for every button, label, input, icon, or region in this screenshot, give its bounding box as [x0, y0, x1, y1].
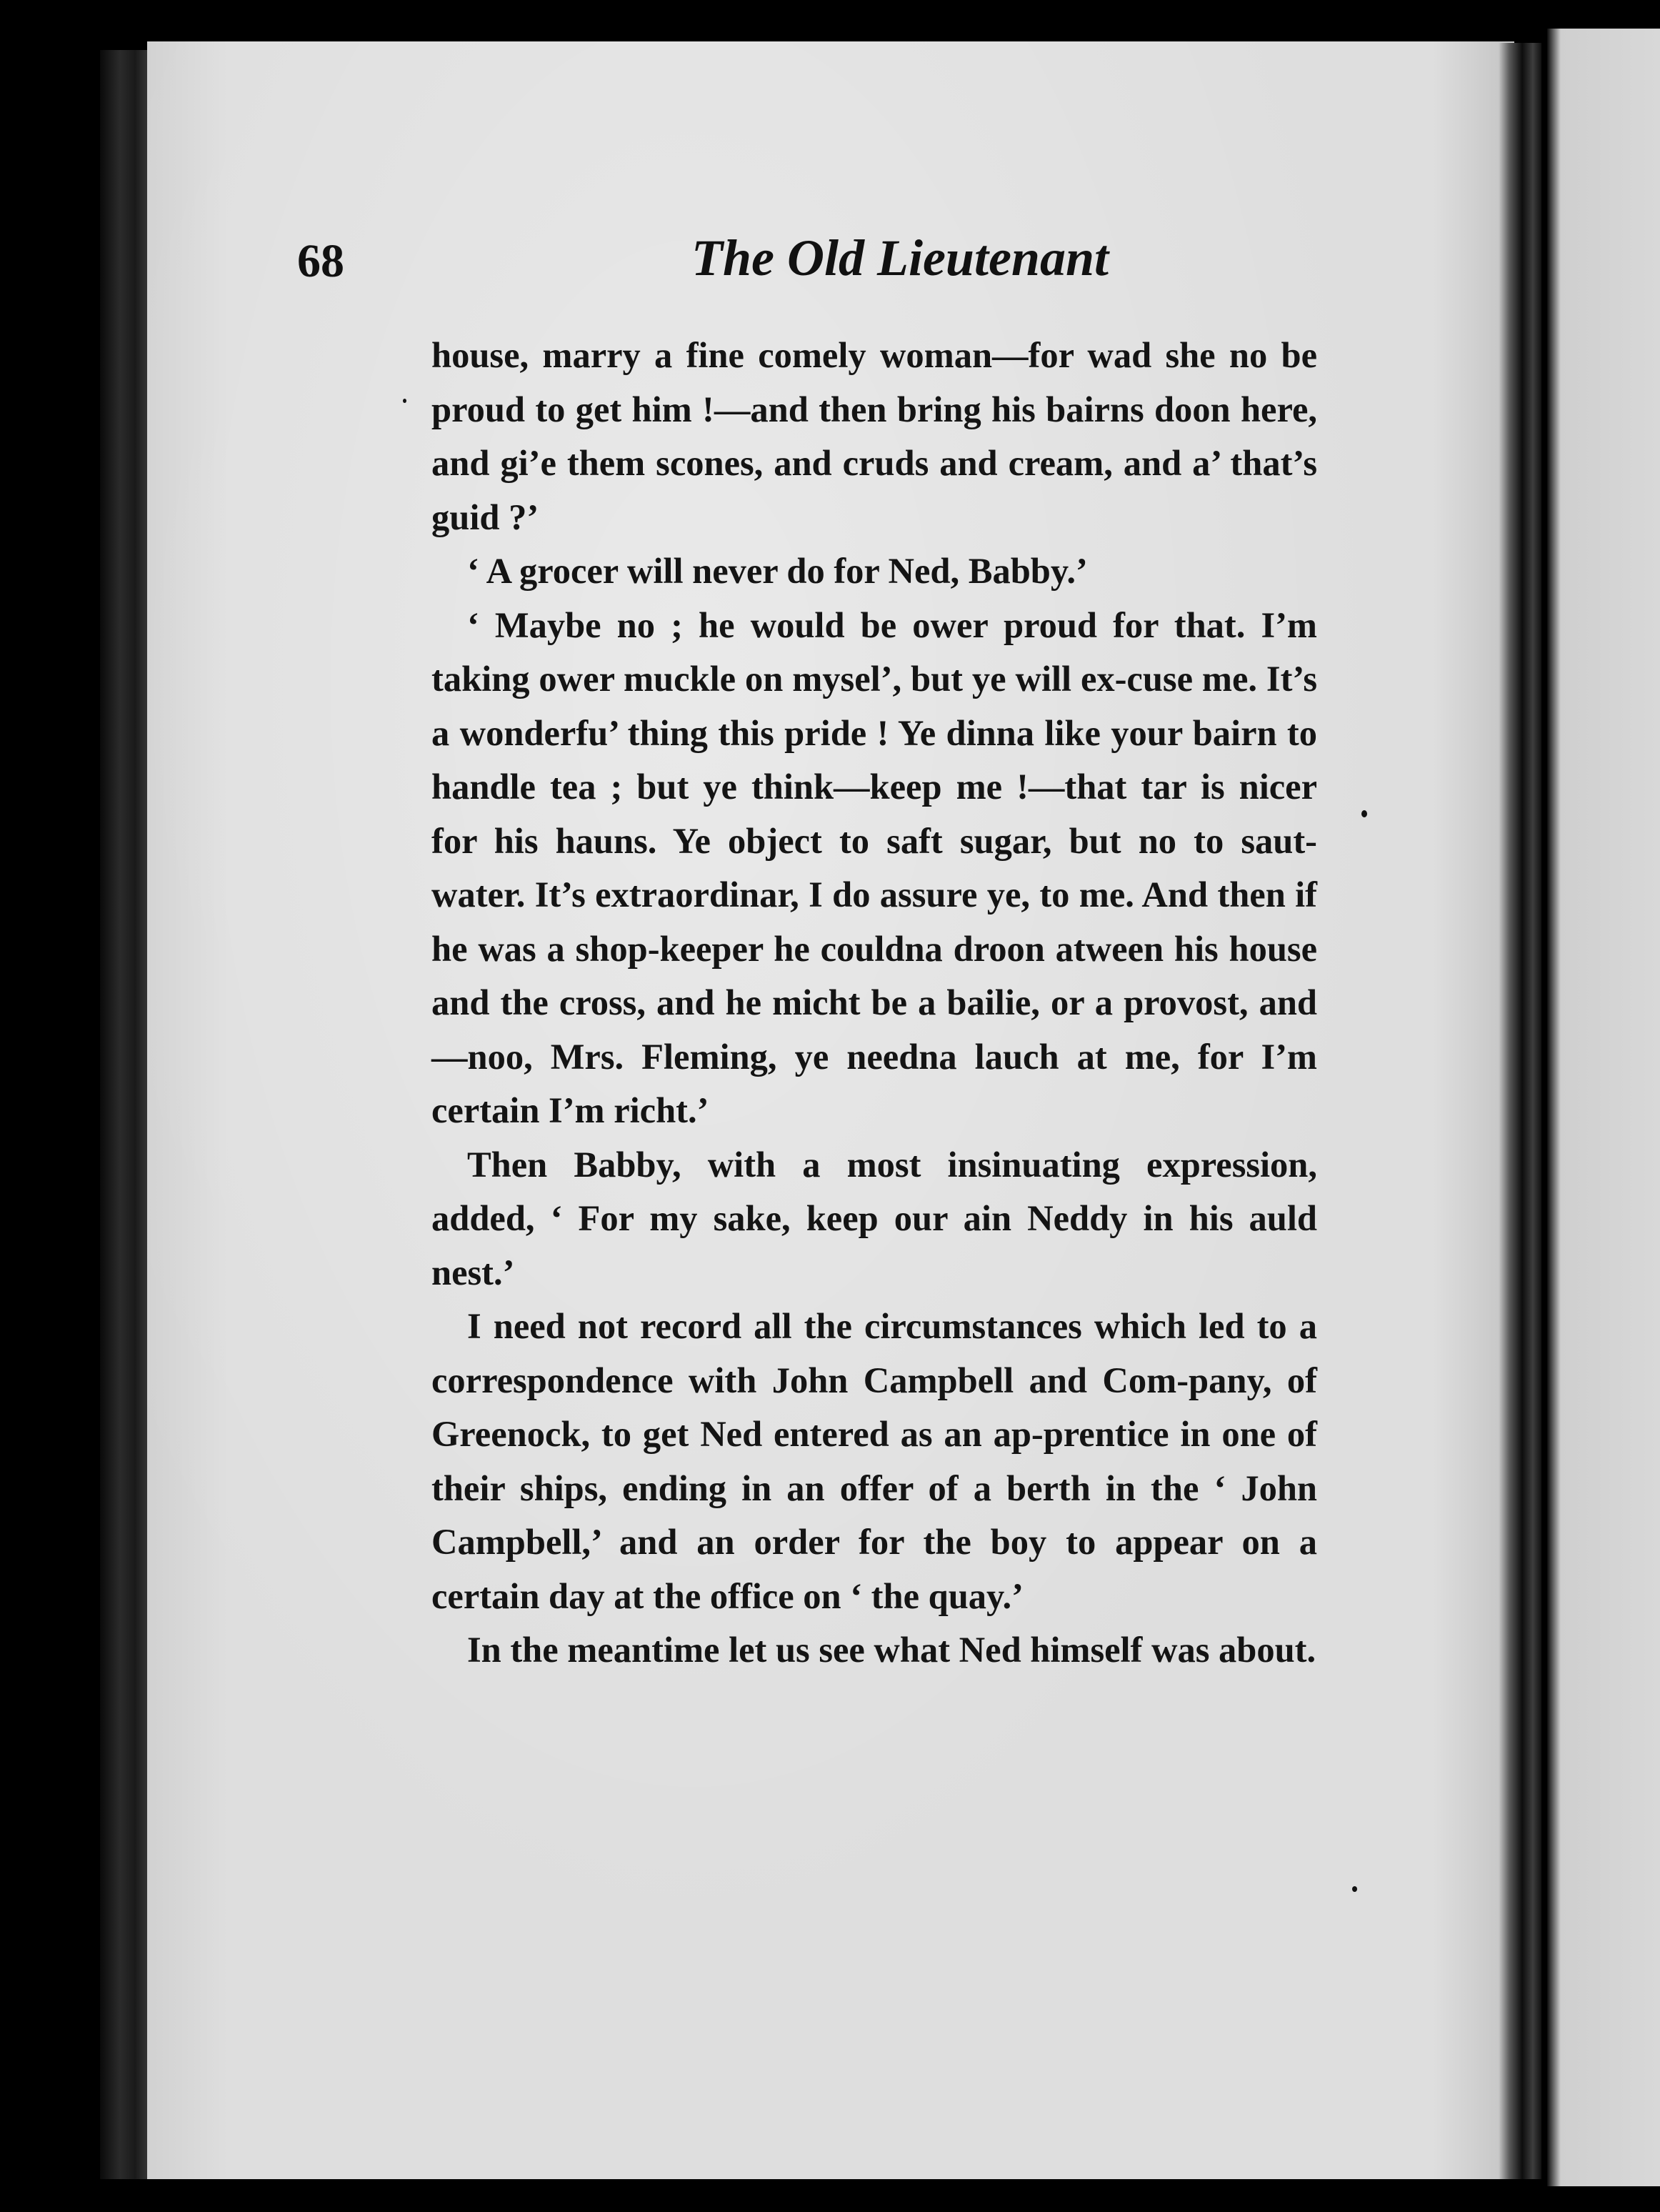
- book-binding-edge: [100, 50, 150, 2179]
- paragraph: ‘ A grocer will never do for Ned, Babby.’: [467, 551, 1088, 591]
- facing-page-edge: [1547, 29, 1660, 2186]
- ink-speck: [1352, 1886, 1357, 1892]
- paragraph: house, marry a fine comely woman—for wad she no be proud to get him !—and then bring his bairns doon here, and gi’e them scones, and cruds and cream, and a’ that’s guid ?’: [431, 335, 1317, 537]
- paragraph: ‘ Maybe no ; he would be ower proud for that. I’m taking ower muckle on mysel’, but ye will ex-cuse me. It’s a wonderfu’ thing this pride ! Ye dinna like your bairn to handle tea ; but ye think—keep me !—that tar is nicer for his hauns. Ye object to saft sugar, but no to saut-water. It’s extraordinar, I do assure ye, to me. And then if he was a shop-keeper he couldna droon atween his house and the cross, and he micht be a bailie, or a provost, and—noo, Mrs. Fleming, ye needna lauch at me, for I’m certain I’m richt.’: [431, 604, 1317, 1130]
- paragraph: Then Babby, with a most insinuating expression, added, ‘ For my sake, keep our ain Neddy in his auld nest.’: [431, 1144, 1317, 1292]
- ink-speck: [1361, 810, 1367, 817]
- body-text: [431, 329, 1317, 1678]
- paragraph: In the meantime let us see what Ned himself was about.: [467, 1630, 1316, 1670]
- page-gutter-shadow: [1499, 43, 1541, 2179]
- running-title: The Old Lieutenant: [691, 229, 1109, 287]
- page-number: 68: [297, 235, 344, 287]
- paragraph: I need not record all the circumstances which led to a correspondence with John Campbell and Com-pany, of Greenock, to get Ned entered as an ap-prentice in one of their ships, ending in an offer of a berth in the ‘ John Campbell,’ and an order for the boy to appear on a certain day at the office on ‘ the quay.’: [431, 1306, 1317, 1616]
- page-header: [291, 229, 1320, 293]
- ink-speck: [403, 399, 406, 403]
